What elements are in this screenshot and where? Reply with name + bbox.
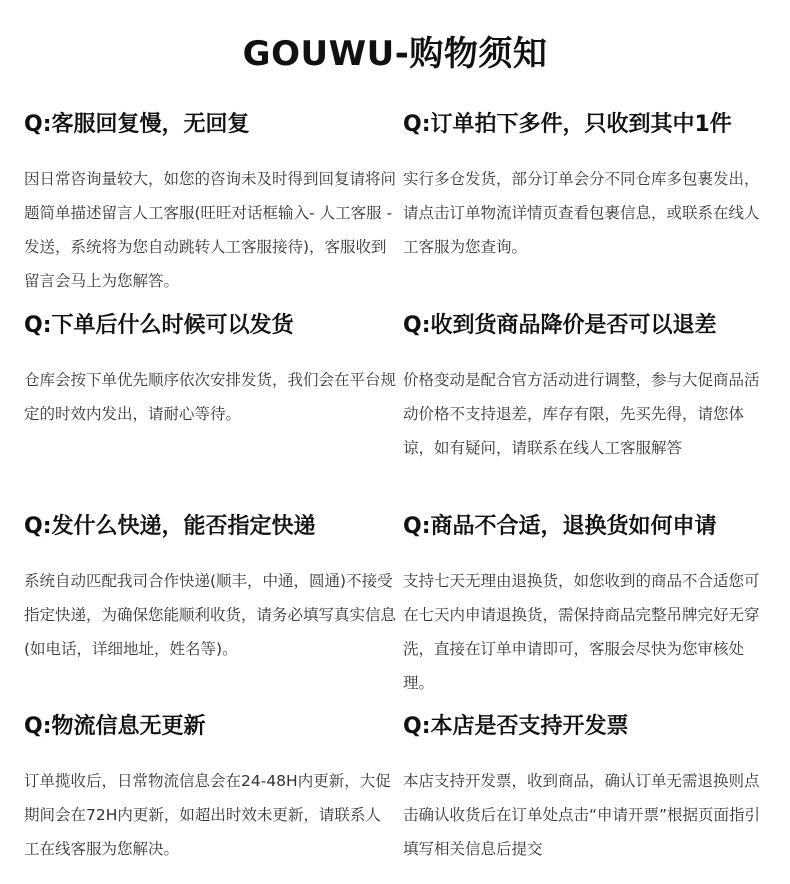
faq-answer: 支持七天无理由退换货，如您收到的商品不合适您可在七天内申请退换货，需保持商品完整吊牌完好无穿洗，直接在订单申请即可，客服会尽快为您审核处理。 xyxy=(403,572,760,692)
faq-question: Q:发什么快递，能否指定快递 xyxy=(24,514,316,539)
page-title: GOUWU-购物须知 xyxy=(242,34,548,74)
faq-item-logistics-update xyxy=(24,712,396,866)
faq-question: Q:下单后什么时候可以发货 xyxy=(24,313,294,338)
faq-answer: 订单揽收后，日常物流信息会在24-48H内更新，大促期间会在72H内更新，如超出时效未更新，请联系人工在线客服为您解决。 xyxy=(24,772,391,858)
faq-answer: 本店支持开发票，收到商品，确认订单无需退换则点击确认收货后在订单处点击“申请开票”根据页面指引填写相关信息后提交 xyxy=(403,772,761,858)
faq-item-partial-delivery xyxy=(403,110,765,264)
faq-item-invoice xyxy=(403,712,765,866)
faq-answer: 价格变动是配合官方活动进行调整，参与大促商品活动价格不支持退差，库存有限，先买先得，请您体谅，如有疑问，请联系在线人工客服解答 xyxy=(403,371,760,457)
faq-question: Q:客服回复慢，无回复 xyxy=(24,112,250,137)
faq-question: Q:商品不合适，退换货如何申请 xyxy=(403,514,717,539)
faq-item-courier-choice xyxy=(24,512,396,666)
faq-item-shipping-time xyxy=(24,311,396,431)
faq-question: Q:本店是否支持开发票 xyxy=(403,714,629,739)
faq-answer: 因日常咨询量较大，如您的咨询未及时得到回复请将问题简单描述留言人工客服(旺旺对话框输入- 人工客服 - 发送，系统将为您自动跳转人工客服接待)，客服收到留言会马上为您解答。 xyxy=(24,170,397,290)
faq-item-returns-exchange xyxy=(403,512,765,700)
faq-answer: 系统自动匹配我司合作快递(顺丰，中通，圆通)不接受指定快递，为确保您能顺利收货，请务必填写真实信息(如电话，详细地址，姓名等)。 xyxy=(24,572,397,658)
faq-item-price-drop-refund xyxy=(403,311,765,465)
faq-answer: 实行多仓发货，部分订单会分不同仓库多包裹发出，请点击订单物流详情页查看包裹信息，或联系在线人工客服为您查询。 xyxy=(403,170,760,256)
faq-question: Q:订单拍下多件，只收到其中1件 xyxy=(403,112,732,137)
faq-item-customer-service-reply xyxy=(24,110,396,298)
faq-answer: 仓库会按下单优先顺序依次安排发货，我们会在平台规定的时效内发出，请耐心等待。 xyxy=(24,371,397,423)
faq-question: Q:物流信息无更新 xyxy=(24,714,206,739)
faq-question: Q:收到货商品降价是否可以退差 xyxy=(403,313,717,338)
